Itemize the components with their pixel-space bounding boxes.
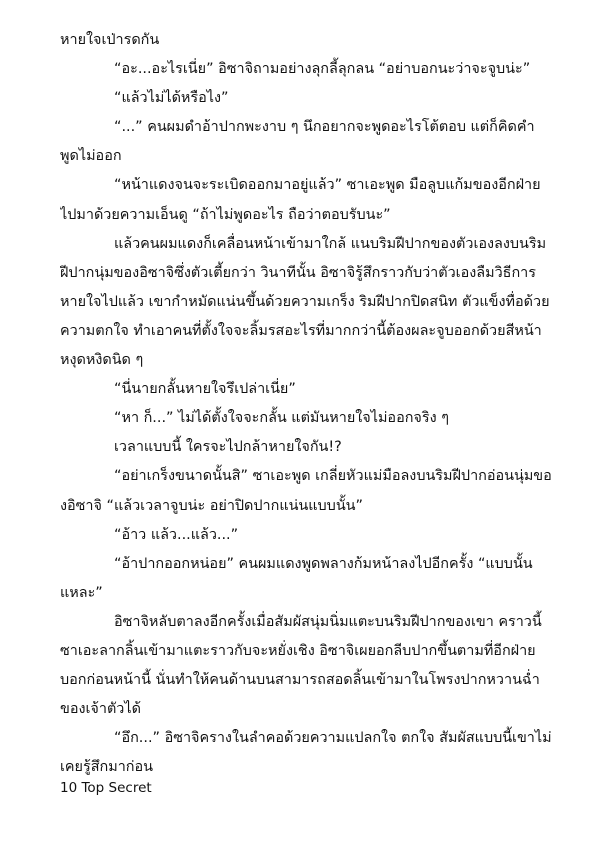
paragraph: “หา ก็...” ไม่ได้ตั้งใจจะกลั้น แต่มันหายใจไม่ออกจริง ๆ: [114, 410, 449, 427]
body-text: [60, 26, 552, 782]
paragraph: “อย่าเกร็งขนาดนั้นสิ” ซาเอะพูด เกลี่ยหัวแม่มือลงบนริมฝีปากอ่อนนุ่มของอิซาจิ “แล้วเวลาจูบน่ะ อย่าปิดปากแน่นแบบนั้น”: [60, 468, 552, 514]
paragraph: “อ้าปากออกหน่อย” คนผมแดงพูดพลางก้มหน้าลงไปอีกครั้ง “แบบนั้นแหละ”: [60, 555, 533, 601]
paragraph: เวลาแบบนี้ ใครจะไปกล้าหายใจกัน!?: [114, 439, 342, 456]
paragraph: “อะ...อะไรเนี่ย” อิซาจิถามอย่างลุกลี้ลุกลน “อย่าบอกนะว่าจะจูบน่ะ”: [114, 61, 531, 78]
paragraph: “อึก...” อิซาจิครางในลำคอด้วยความแปลกใจ ตกใจ สัมผัสแบบนี้เขาไม่เคยรู้สึกมาก่อน: [60, 730, 552, 776]
paragraph: แล้วคนผมแดงก็เคลื่อนหน้าเข้ามาใกล้ แนบริมฝีปากของตัวเองลงบนริมฝีปากนุ่มของอิซาจิซึ่งตัวเตี้ยกว่า วินาทีนั้น อิซาจิรู้สึกราวกับว่าตัวเองลืมวิธีการหายใจไปแล้ว เขากำหมัดแน่นขึ้นด้วยความเกร็ง ริมฝีปากปิดสนิท ตัวแข็งทื่อด้วยความตกใจ ทำเอาคนที่ตั้งใจจะลิ้มรสอะไรที่มากกว่านี้ต้องผละจูบออกด้วยสีหน้าหงุดหงิดนิด ๆ: [60, 235, 550, 369]
page-footer: 10 Top Secret: [60, 780, 152, 796]
paragraph: “อ้าว แล้ว...แล้ว...”: [114, 526, 239, 543]
paragraph: “...” คนผมดำอ้าปากพะงาบ ๆ นึกอยากจะพูดอะไรโต้ตอบ แต่ก็คิดคำพูดไม่ออก: [60, 119, 535, 165]
paragraph: อิซาจิหลับตาลงอีกครั้งเมื่อสัมผัสนุ่มนิ่มแตะบนริมฝีปากของเขา คราวนี้ซาเอะลากลิ้นเข้ามาแตะราวกับจะหยั่งเชิง อิซาจิเผยอกลีบปากขึ้นตามที่อีกฝ่ายบอกก่อนหน้านี้ นั่นทำให้คนด้านบนสามารถสอดลิ้นเข้ามาในโพรงปากหวานฉ่ำของเจ้าตัวได้: [60, 613, 542, 718]
paragraph: “แล้วไม่ได้หรือไง”: [114, 90, 229, 107]
paragraph: “นี่นายกลั้นหายใจรึเปล่าเนี่ย”: [114, 381, 296, 398]
paragraph: “หน้าแดงจนจะระเบิดออกมาอยู่แล้ว” ซาเอะพูด มือลูบแก้มของอีกฝ่ายไปมาด้วยความเอ็นดู “ถ้าไม่พูดอะไร ถือว่าตอบรับนะ”: [60, 177, 541, 223]
paragraph: หายใจเป่ารดกัน: [60, 32, 160, 48]
